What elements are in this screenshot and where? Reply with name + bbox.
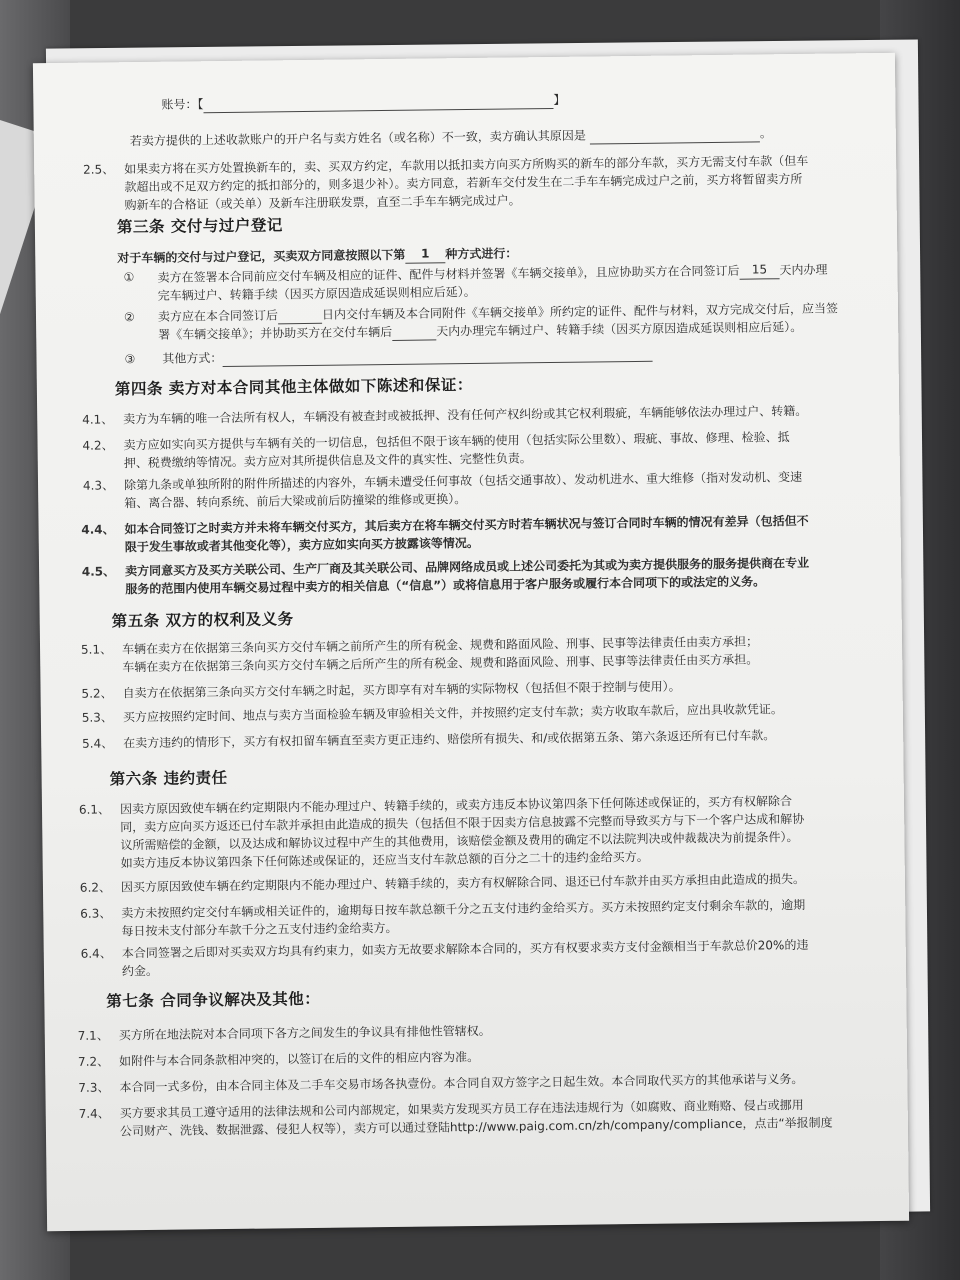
section-5-title: 第五条 双方的权利及义务	[111, 610, 294, 631]
section-4-title: 第四条 卖方对本合同其他主体做如下陈述和保证：	[114, 375, 473, 399]
clause-5-4: 5.4、 在卖方违约的情形下，买方有权扣留车辆直至卖方更正违约、赔偿所有损失、和/或依据第五条、第六条返还所有已付车款。	[82, 728, 776, 751]
clause-4-2: 4.2、 卖方应如实向买方提供与车辆有关的一切信息，包括但不限于该车辆的使用（包括实际公里数）、瑕疵、事故、修理、检验、抵 押、税费缴纳等情况。卖方应对其所提供信息及文件的真实性、完整性负责。	[82, 430, 790, 471]
section-3-intro: 对于车辆的交付与过户登记，买卖双方同意按照以下第 1 种方式进行：	[117, 239, 877, 267]
option-2: ② 卖方应在本合同签订后 日内交付车辆及本合同附件《车辆交接单》所约定的证件、配件与材料，双方完成交付后，应当签 署《车辆交接单》；并协助买方在交付车辆后 天内办理完车辆过户、转籍手续（因买方原因造成延误则相应后延）。	[123, 301, 839, 342]
clause-4-1: 4.1、 卖方为车辆的唯一合法所有权人，车辆没有被查封或被抵押、没有任何产权纠纷或其它权利瑕疵，车辆能够依法办理过户、转籍。	[82, 403, 808, 427]
clause-7-1: 7.1、 买方所在地法院对本合同项下各方之间发生的争议具有排他性管辖权。	[77, 1023, 491, 1043]
clause-4-5: 4.5、 卖方同意买方及买方关联公司、生产厂商及其关联公司、品牌网络成员或上述公司委托为其或为卖方提供服务的服务提供商在专业 服务的范围内使用车辆交易过程中卖方的相关信息（“信息”）或将信息用于客户服务或履行本合同项下的或法定的义务。	[81, 555, 810, 597]
clause-4-3: 4.3、 除第九条或单独所附的附件所描述的内容外，车辆未遭受任何事故（包括交通事故）、发动机进水、重大维修（指对发动机、变速 箱、离合器、转向系统、前后大梁或前后防撞梁的维修或更换）。	[82, 469, 803, 511]
account-blank[interactable]	[204, 108, 554, 113]
clause-5-2: 5.2、 自卖方在依据第三条向买方交付车辆之时起，买方即享有对车辆的实际物权（包括但不限于控制与使用）。	[81, 679, 681, 701]
clause-6-1: 6.1、 因卖方原因致使车辆在约定期限内不能办理过户、转籍手续的，或卖方违反本协议第四条下任何陈述或保证的，买方有权解除合 同，卖方应向买方返还已付车款并承担由此造成的损失（包括但不限于因卖方信息披露不完整而导致买方与下一个客户达成和解协 议所需赔偿的金额，以及达成和解协议过程中产生的其他费用，该赔偿金额及费用的确定不以法院判决或仲裁裁决为前提条件）。 如卖方违反本协议第四条下任何陈述或保证的，还应当支付车款总额的百分之二十的违约金给买方。	[78, 794, 805, 871]
section-7-title: 第七条 合同争议解决及其他：	[106, 989, 321, 1011]
clause-7-3: 7.3、 本合同一式多份，由本合同主体及二手车交易市场各执壹份。本合同自双方签字之日起生效。本合同取代买方的其他承诺与义务。	[78, 1071, 804, 1095]
clause-2-5: 2.5、 如果卖方将在买方处置换新车的，卖、买双方约定，车款用以抵扣卖方向买方所购买的新车的部分车款，买方无需支付车款（但车 款超出或不足双方约定的抵扣部分的，则多退少补）。卖方同意，若新车交付发生在二手车车辆完成过户之前，买方将暂留卖方所 购新车的合格证（或关单）及新车注册联发票，直至二手车车辆完成过户。	[83, 153, 809, 213]
clause-4-4: 4.4、 如本合同签订之时卖方并未将车辆交付买方，其后卖方在将车辆交付买方时若车辆状况与签订合同时车辆的情况有差异（包括但不 限于发生事故或者其他变化等），卖方应如实向买方披露该等情况。	[81, 513, 809, 555]
section-3-title: 第三条 交付与过户登记	[116, 216, 283, 237]
option-3: ③ 其他方式：	[124, 341, 878, 368]
clause-7-2: 7.2、 如附件与本合同条款相冲突的，以签订在后的文件的相应内容为准。	[77, 1049, 480, 1069]
clause-6-2: 6.2、 因买方原因致使车辆在约定期限内不能办理过户、转籍手续的，卖方有权解除合同、退还已付车款并由买方承担由此造成的损失。	[79, 871, 806, 895]
clause-6-4: 6.4、 本合同签署之后即对买卖双方均具有约束力，如卖方无故要求解除本合同的，买方有权要求卖方支付金额相当于车款总价20%的违 约金。	[80, 937, 809, 979]
contract-page	[33, 53, 909, 1231]
option-1-days-field[interactable]: 15	[739, 260, 779, 279]
other-method-blank[interactable]	[222, 361, 652, 367]
clause-5-3: 5.3、 买方应按照约定时间、地点与卖方当面检验车辆及审验相关文件，并按照约定支付车款；卖方收取车款后，应出具收款凭证。	[81, 702, 783, 725]
clause-6-3: 6.3、 卖方未按照约定交付车辆或相关证件的，逾期每日按车款总额千分之五支付违约金给买方。买方未按照约定支付剩余车款的，逾期 每日按未支付部分车款千分之五支付违约金给卖方。	[80, 897, 806, 939]
mismatch-reason-blank[interactable]	[590, 141, 760, 144]
name-mismatch-line: 若卖方提供的上述收款账户的开户名与卖方姓名（或名称）不一致，卖方确认其原因是 。	[129, 126, 772, 149]
option-2-transfer-days-blank[interactable]	[392, 339, 436, 341]
clause-5-1: 5.1、 车辆在卖方在依据第三条向买方交付车辆之前所产生的所有税金、规费和路面风险、刑事、民事等法律责任由卖方承担； 车辆在卖方在依据第三条向买方交付车辆之后所产生的所有税金、规费和路面风险、刑事、民事等法律责任由买方承担。	[80, 634, 759, 675]
delivery-method-field[interactable]: 1	[405, 244, 445, 263]
clause-7-4: 7.4、 买方要求其员工遵守适用的法律法规和公司内部规定，如果卖方发现买方员工存在违法违规行为（如腐败、商业贿赂、侵占或挪用 公司财产、洗钱、数据泄露、侵犯人权等），卖方可以通过登陆http://www.paig.com.cn/zh/company/compliance，点击“举报制度	[78, 1097, 833, 1139]
section-6-title: 第六条 违约责任	[109, 768, 228, 789]
option-1: ① 卖方在签署本合同前应交付车辆及相应的证件、配件与材料并签署《车辆交接单》，且应协助买方在合同签订后 15 天内办理 完车辆过户、转籍手续（因买方原因造成延误则相应后延）。	[123, 259, 877, 305]
account-line: 账号：【 】	[161, 92, 566, 112]
